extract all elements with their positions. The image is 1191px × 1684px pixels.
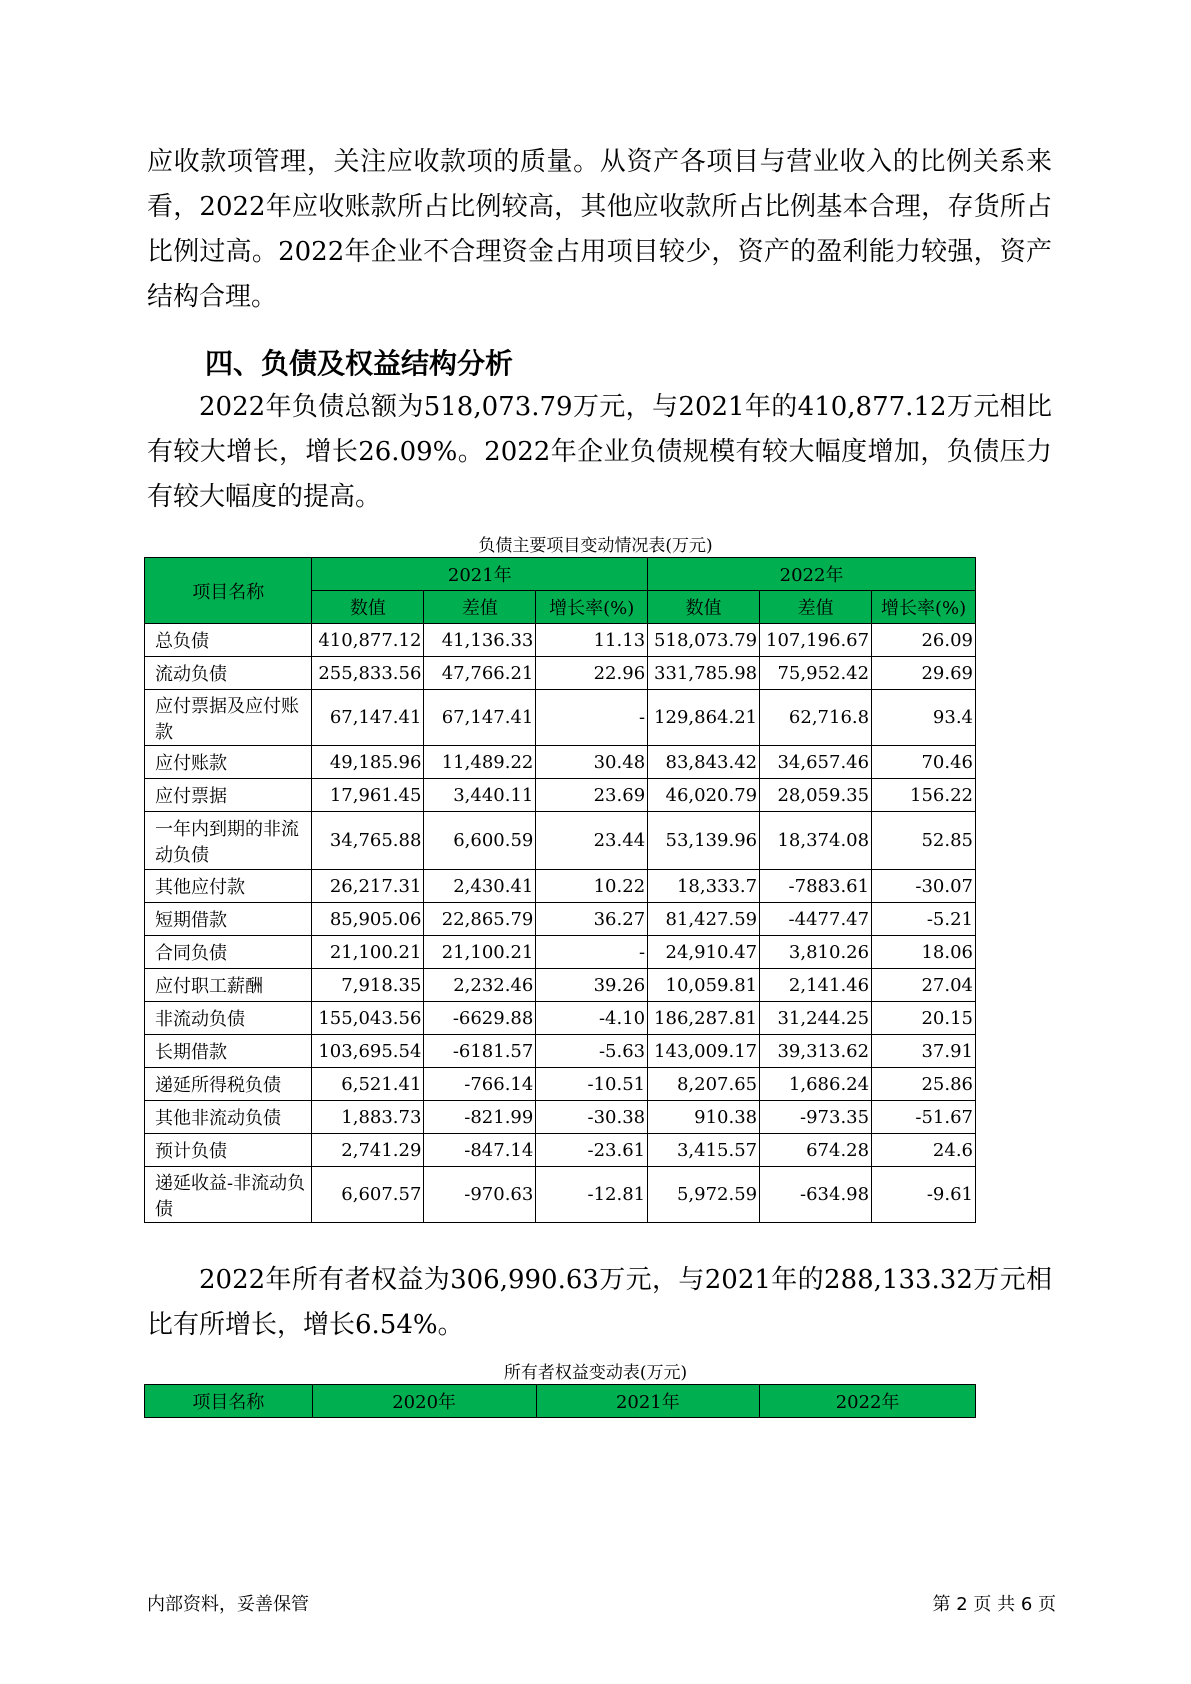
footer-page-number: 第 2 页 共 6 页 xyxy=(932,1594,1056,1615)
table-row xyxy=(145,779,976,812)
table-cell: 47,766.21 xyxy=(424,657,536,690)
table-cell: -766.14 xyxy=(424,1068,536,1101)
subheader-diff-2022: 差值 xyxy=(760,591,872,624)
row-label: 流动负债 xyxy=(145,657,312,690)
row-label: 长期借款 xyxy=(145,1035,312,1068)
table-cell: 93.4 xyxy=(872,690,976,746)
table-cell: -847.14 xyxy=(424,1134,536,1167)
row-label: 递延收益-非流动负债 xyxy=(145,1167,312,1223)
table-cell: 62,716.8 xyxy=(760,690,872,746)
equity-header-2022: 2022年 xyxy=(760,1385,976,1418)
table-row xyxy=(145,624,976,657)
table-cell: - xyxy=(536,690,648,746)
table-cell: 25.86 xyxy=(872,1068,976,1101)
row-label: 其他非流动负债 xyxy=(145,1101,312,1134)
table-cell: 39,313.62 xyxy=(760,1035,872,1068)
table-cell: 21,100.21 xyxy=(424,936,536,969)
header-item-name: 项目名称 xyxy=(145,558,312,624)
table-row xyxy=(145,1167,976,1223)
row-label: 应付票据及应付账款 xyxy=(145,690,312,746)
table-cell: 81,427.59 xyxy=(648,903,760,936)
table-cell: 46,020.79 xyxy=(648,779,760,812)
table-cell: -4477.47 xyxy=(760,903,872,936)
table-cell: -30.38 xyxy=(536,1101,648,1134)
table-cell: -821.99 xyxy=(424,1101,536,1134)
equity-table xyxy=(144,1384,976,1418)
table-cell: 70.46 xyxy=(872,746,976,779)
table-cell: 29.69 xyxy=(872,657,976,690)
header-year-2022: 2022年 xyxy=(648,558,976,591)
intro-paragraph: 应收款项管理，关注应收款项的质量。从资产各项目与营业收入的比例关系来看，2022年应收账款所占比例较高，其他应收款所占比例基本合理，存货所占比例过高。2022年企业不合理资金占用项目较少，资产的盈利能力较强，资产结构合理。 xyxy=(147,147,1052,312)
equity-header-item-name: 项目名称 xyxy=(145,1385,313,1418)
table-cell: - xyxy=(536,936,648,969)
table-row xyxy=(145,1068,976,1101)
table-cell: 26,217.31 xyxy=(312,870,424,903)
header-year-2021: 2021年 xyxy=(312,558,648,591)
table-cell: 34,765.88 xyxy=(312,812,424,870)
row-label: 其他应付款 xyxy=(145,870,312,903)
table-cell: 21,100.21 xyxy=(312,936,424,969)
liabilities-paragraph: 2022年负债总额为518,073.79万元，与2021年的410,877.12万元相比有较大增长，增长26.09%。2022年企业负债规模有较大幅度增加，负债压力有较大幅度的提高。 xyxy=(147,392,1052,512)
table-cell: 11.13 xyxy=(536,624,648,657)
table-row xyxy=(145,1134,976,1167)
table-cell: -30.07 xyxy=(872,870,976,903)
table-cell: 67,147.41 xyxy=(424,690,536,746)
table-cell: -634.98 xyxy=(760,1167,872,1223)
table-row xyxy=(145,870,976,903)
table-cell: 331,785.98 xyxy=(648,657,760,690)
table-cell: 18,374.08 xyxy=(760,812,872,870)
table-cell: 30.48 xyxy=(536,746,648,779)
table-cell: 3,810.26 xyxy=(760,936,872,969)
equity-header-2020: 2020年 xyxy=(312,1385,536,1418)
table-cell: 83,843.42 xyxy=(648,746,760,779)
table-cell: 23.69 xyxy=(536,779,648,812)
table-cell: 3,440.11 xyxy=(424,779,536,812)
table-cell: 2,741.29 xyxy=(312,1134,424,1167)
equity-header-2021: 2021年 xyxy=(536,1385,760,1418)
subheader-diff-2021: 差值 xyxy=(424,591,536,624)
table-cell: 20.15 xyxy=(872,1002,976,1035)
row-label: 总负债 xyxy=(145,624,312,657)
table-cell: 75,952.42 xyxy=(760,657,872,690)
table-cell: 143,009.17 xyxy=(648,1035,760,1068)
row-label: 预计负债 xyxy=(145,1134,312,1167)
row-label: 非流动负债 xyxy=(145,1002,312,1035)
table-row xyxy=(145,746,976,779)
table-cell: 37.91 xyxy=(872,1035,976,1068)
table-cell: 910.38 xyxy=(648,1101,760,1134)
table-cell: 155,043.56 xyxy=(312,1002,424,1035)
table-cell: 674.28 xyxy=(760,1134,872,1167)
table-cell: 156.22 xyxy=(872,779,976,812)
row-label: 一年内到期的非流动负债 xyxy=(145,812,312,870)
table-cell: -970.63 xyxy=(424,1167,536,1223)
table-cell: -5.21 xyxy=(872,903,976,936)
table-cell: 52.85 xyxy=(872,812,976,870)
table-cell: -6181.57 xyxy=(424,1035,536,1068)
table-cell: 24,910.47 xyxy=(648,936,760,969)
table-row xyxy=(145,936,976,969)
table-cell: 17,961.45 xyxy=(312,779,424,812)
table-cell: -4.10 xyxy=(536,1002,648,1035)
table-cell: 186,287.81 xyxy=(648,1002,760,1035)
liabilities-table-caption: 负债主要项目变动情况表(万元) xyxy=(478,536,713,556)
table-cell: 2,232.46 xyxy=(424,969,536,1002)
row-label: 应付账款 xyxy=(145,746,312,779)
table-cell: 8,207.65 xyxy=(648,1068,760,1101)
table-cell: -973.35 xyxy=(760,1101,872,1134)
table-cell: 85,905.06 xyxy=(312,903,424,936)
table-cell: 3,415.57 xyxy=(648,1134,760,1167)
subheader-value-2022: 数值 xyxy=(648,591,760,624)
table-cell: -12.81 xyxy=(536,1167,648,1223)
table-cell: 103,695.54 xyxy=(312,1035,424,1068)
row-label: 合同负债 xyxy=(145,936,312,969)
table-cell: 24.6 xyxy=(872,1134,976,1167)
table-cell: 410,877.12 xyxy=(312,624,424,657)
table-cell: 2,141.46 xyxy=(760,969,872,1002)
table-cell: 53,139.96 xyxy=(648,812,760,870)
section-heading: 四、负债及权益结构分析 xyxy=(205,347,514,380)
row-label: 应付票据 xyxy=(145,779,312,812)
subheader-value-2021: 数值 xyxy=(312,591,424,624)
table-row xyxy=(145,969,976,1002)
table-cell: 1,883.73 xyxy=(312,1101,424,1134)
table-cell: 23.44 xyxy=(536,812,648,870)
table-row xyxy=(145,812,976,870)
table-cell: 10,059.81 xyxy=(648,969,760,1002)
table-cell: -10.51 xyxy=(536,1068,648,1101)
table-cell: -51.67 xyxy=(872,1101,976,1134)
table-cell: 5,972.59 xyxy=(648,1167,760,1223)
table-cell: 49,185.96 xyxy=(312,746,424,779)
table-cell: 36.27 xyxy=(536,903,648,936)
table-row xyxy=(145,690,976,746)
table-cell: 7,918.35 xyxy=(312,969,424,1002)
table-cell: 1,686.24 xyxy=(760,1068,872,1101)
table-row xyxy=(145,903,976,936)
row-label: 短期借款 xyxy=(145,903,312,936)
table-cell: 41,136.33 xyxy=(424,624,536,657)
table-cell: 67,147.41 xyxy=(312,690,424,746)
table-cell: -7883.61 xyxy=(760,870,872,903)
subheader-growth-2021: 增长率(%) xyxy=(536,591,648,624)
table-cell: 39.26 xyxy=(536,969,648,1002)
table-row xyxy=(145,1002,976,1035)
equity-table-caption: 所有者权益变动表(万元) xyxy=(503,1363,688,1383)
table-cell: 26.09 xyxy=(872,624,976,657)
table-cell: 518,073.79 xyxy=(648,624,760,657)
table-cell: -5.63 xyxy=(536,1035,648,1068)
table-cell: 34,657.46 xyxy=(760,746,872,779)
table-row xyxy=(145,1101,976,1134)
table-cell: 129,864.21 xyxy=(648,690,760,746)
table-cell: 27.04 xyxy=(872,969,976,1002)
liabilities-table xyxy=(144,557,976,1223)
table-cell: 18.06 xyxy=(872,936,976,969)
table-cell: 6,521.41 xyxy=(312,1068,424,1101)
table-cell: 11,489.22 xyxy=(424,746,536,779)
table-cell: 255,833.56 xyxy=(312,657,424,690)
table-cell: 2,430.41 xyxy=(424,870,536,903)
row-label: 递延所得税负债 xyxy=(145,1068,312,1101)
table-cell: -6629.88 xyxy=(424,1002,536,1035)
table-cell: 22,865.79 xyxy=(424,903,536,936)
table-cell: 18,333.7 xyxy=(648,870,760,903)
table-row xyxy=(145,1035,976,1068)
table-cell: 6,607.57 xyxy=(312,1167,424,1223)
row-label: 应付职工薪酬 xyxy=(145,969,312,1002)
table-row xyxy=(145,657,976,690)
table-cell: 107,196.67 xyxy=(760,624,872,657)
table-cell: 10.22 xyxy=(536,870,648,903)
equity-paragraph: 2022年所有者权益为306,990.63万元，与2021年的288,133.32万元相比有所增长，增长6.54%。 xyxy=(147,1265,1052,1340)
table-cell: 31,244.25 xyxy=(760,1002,872,1035)
subheader-growth-2022: 增长率(%) xyxy=(872,591,976,624)
table-cell: 6,600.59 xyxy=(424,812,536,870)
table-cell: -23.61 xyxy=(536,1134,648,1167)
footer-confidential: 内部资料，妥善保管 xyxy=(147,1594,309,1615)
table-cell: 28,059.35 xyxy=(760,779,872,812)
table-cell: -9.61 xyxy=(872,1167,976,1223)
table-cell: 22.96 xyxy=(536,657,648,690)
